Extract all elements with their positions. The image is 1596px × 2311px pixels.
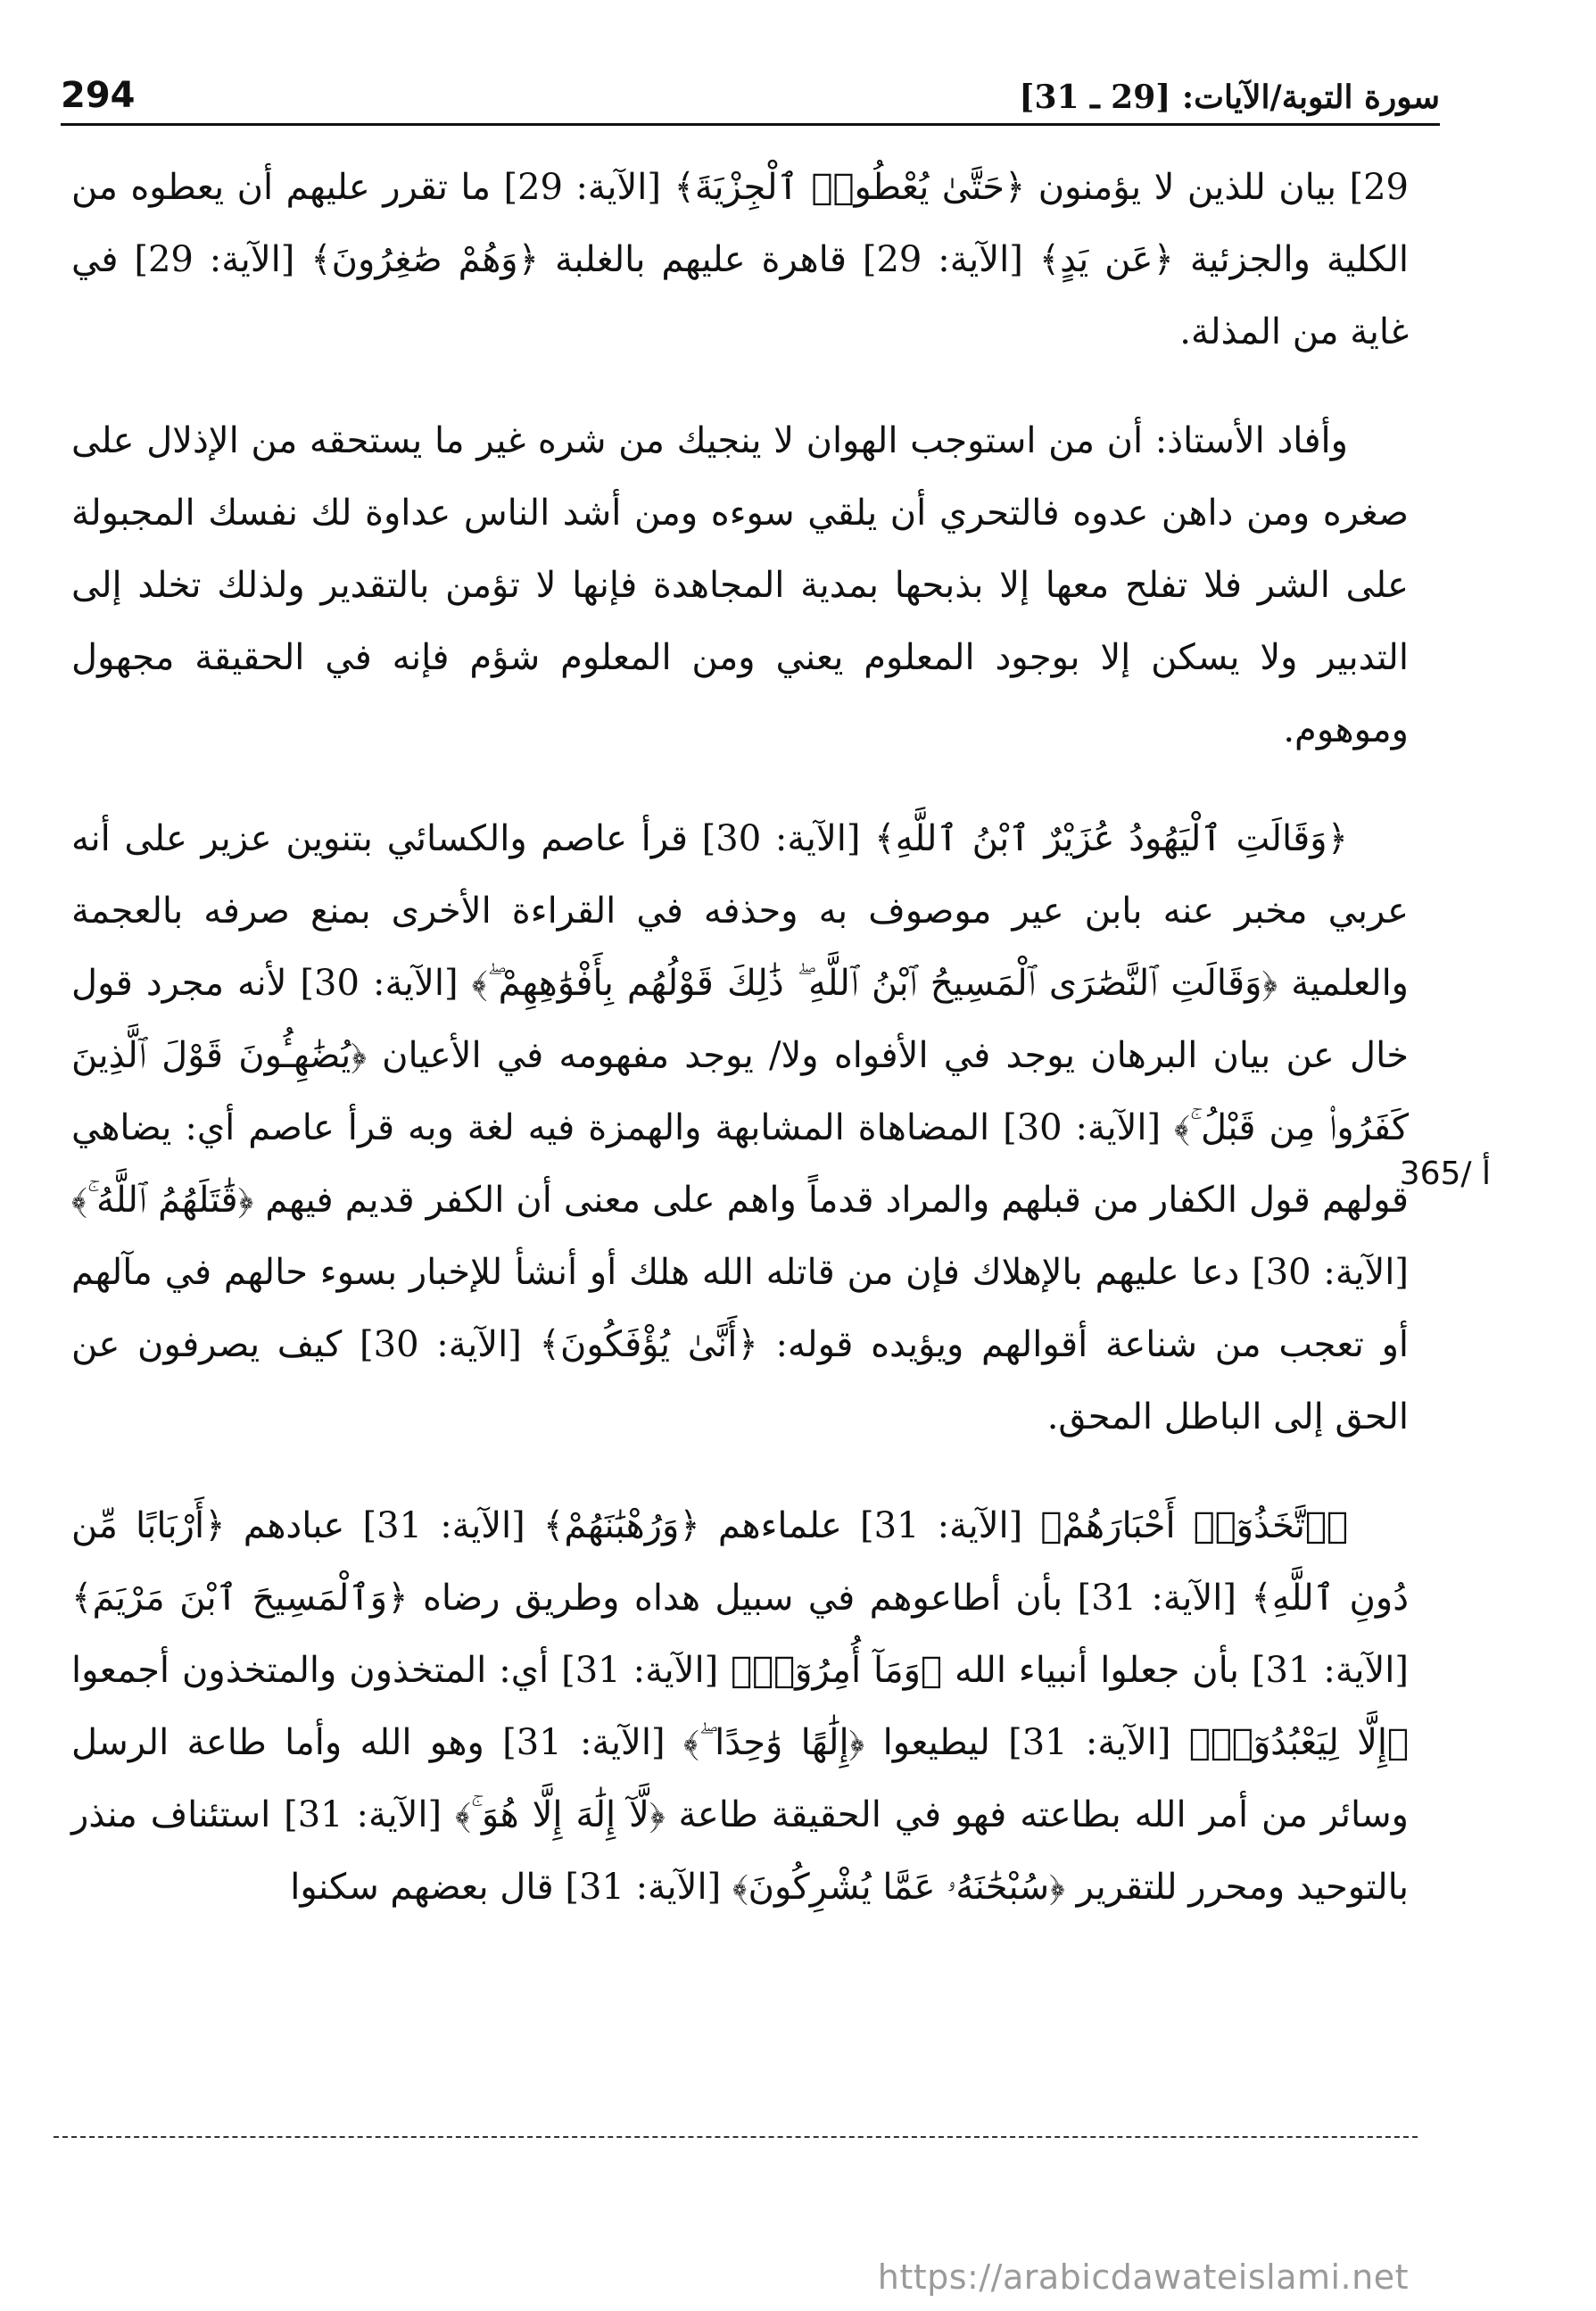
commentary-text	[71, 152, 1409, 1960]
paragraph: 29] بيان للذين لا يؤمنون ﴿حَتَّىٰ يُعْطُوا۟ ٱلْجِزْيَةَ﴾ [الآية: 29] ما تقرر عليهم أن يعطوه من الكلية والجزئية ﴿عَن يَدٍ﴾ [الآية: 29] قاهرة عليهم بالغلبة ﴿وَهُمْ صَٰغِرُونَ﴾ [الآية: 29] في غاية من المذلة.	[71, 167, 1410, 352]
running-title: سورة التوبة/الآيات: [29 ـ 31]	[1019, 79, 1440, 116]
paragraph: وأفاد الأستاذ: أن من استوجب الهوان لا ينجيك من شره غير ما يستحقه من الإذلال على صغره ومن داهن عدوه فالتحري أن يلقي سوءه ومن أشد الناس عداوة لك نفسك المجبولة على الشر فلا تفلح معها إلا بذبحها بمدية المجاهدة فإنها لا تؤمن بالتقدير ولذلك تخلد إلى التدبير ولا يسكن إلا بوجود المعلوم يعني ومن المعلوم شؤم فإنه في الحقيقة مجهول وموهوم.	[71, 420, 1409, 750]
paragraph: ﴿ٱتَّخَذُوٓا۟ أَحْبَارَهُمْ﴾ [الآية: 31] علماءهم ﴿وَرُهْبَٰنَهُمْ﴾ [الآية: 31] عبادهم ﴿أَرْبَابًا مِّن دُونِ ٱللَّهِ﴾ [الآية: 31] بأن أطاعوهم في سبيل هداه وطريق رضاه ﴿وَٱلْمَسِيحَ ٱبْنَ مَرْيَمَ﴾ [الآية: 31] بأن جعلوا أنبياء الله ﴿وَمَآ أُمِرُوٓا۟﴾ [الآية: 31] أي: المتخذون والمتخذون أجمعوا ﴿إِلَّا لِيَعْبُدُوٓا۟﴾ [الآية: 31] ليطيعوا ﴿إِلَٰهًا وَٰحِدًا ۖ﴾ [الآية: 31] وهو الله وأما طاعة الرسل وسائر من أمر الله بطاعته فهو في الحقيقة طاعة ﴿لَّآ إِلَٰهَ إِلَّا هُوَ ۚ﴾ [الآية: 31] استئناف منذر بالتوحيد ومحرر للتقرير ﴿سُبْحَٰنَهُۥ عَمَّا يُشْرِكُونَ﴾ [الآية: 31] قال بعضهم سكنوا	[71, 1505, 1410, 1908]
paragraph: ﴿وَقَالَتِ ٱلْيَهُودُ عُزَيْرٌ ٱبْنُ ٱللَّهِ﴾ [الآية: 30] قرأ عاصم والكسائي بتنوين عزير على أنه عربي مخبر عنه بابن عير موصوف به وحذفه في القراءة الأخرى بمنع صرفه بالعجمة والعلمية ﴿وَقَالَتِ ٱلنَّصَٰرَى ٱلْمَسِيحُ ٱبْنُ ٱللَّهِ ۖ ذَٰلِكَ قَوْلُهُم بِأَفْوَٰهِهِمْ ۖ﴾ [الآية: 30] لأنه مجرد قول خال عن بيان البرهان يوجد في الأفواه ولا/ يوجد مفهومه في الأعيان ﴿يُضَٰهِـُٔونَ قَوْلَ ٱلَّذِينَ كَفَرُوا۟ مِن قَبْلُ ۚ﴾ [الآية: 30] المضاهاة المشابهة والهمزة فيه لغة وبه قرأ عاصم أي: يضاهي قولهم قول الكفار من قبلهم والمراد قدماً واهم على معنى أن الكفر قديم فيهم ﴿قَٰتَلَهُمُ ٱللَّهُ ۚ﴾ [الآية: 30] دعا عليهم بالإهلاك فإن من قاتله الله هلك أو أنشأ للإخبار بسوء حالهم في مآلهم أو تعجب من شناعة أقوالهم ويؤيده قوله: ﴿أَنَّىٰ يُؤْفَكُونَ﴾ [الآية: 30] كيف يصرفون عن الحق إلى الباطل المحق.	[71, 818, 1409, 1437]
dashed-rule	[54, 2136, 1418, 2138]
watermark: https://arabicdawateislami.net	[877, 2257, 1409, 2297]
page-number: 294	[61, 75, 136, 116]
page-header	[61, 54, 1440, 126]
folio-margin-note: 365/ أ	[1399, 1156, 1491, 1192]
